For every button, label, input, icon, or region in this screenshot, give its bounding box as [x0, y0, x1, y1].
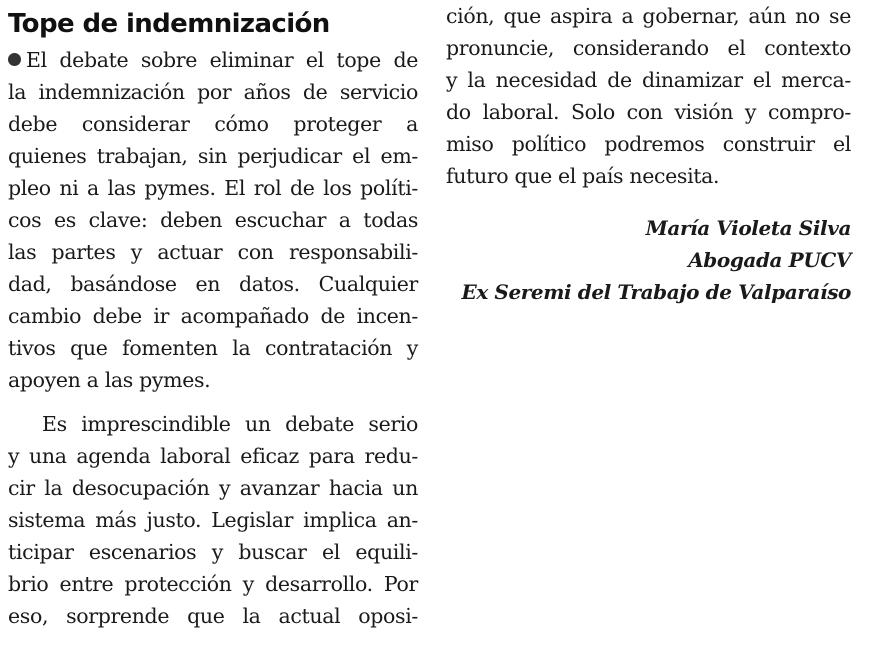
text-line: brio entre protección y desarrollo. Por — [8, 572, 418, 596]
text-line: pleo ni a las pymes. El rol de los políti- — [8, 176, 418, 200]
text-line: cambio debe ir acompañado de incen- — [8, 304, 418, 328]
text-line: la indemnización por años de servicio — [8, 80, 418, 104]
text-line: cos es clave: deben escuchar a todas — [8, 208, 418, 232]
text-line: sistema más justo. Legislar implica an- — [8, 508, 418, 532]
signature-name: María Violeta Silva — [645, 216, 851, 240]
paragraph-2-continued — [446, 0, 851, 192]
text-line: pronuncie, considerando el contexto — [446, 36, 851, 60]
text-line: futuro que el país necesita. — [446, 164, 720, 188]
text-line: dad, basándose en datos. Cualquier — [8, 272, 418, 296]
text-line: y una agenda laboral eficaz para redu- — [8, 444, 418, 468]
headline: Tope de indemnización — [8, 9, 330, 39]
paragraph-2 — [8, 408, 418, 632]
paragraph-gap — [8, 396, 418, 408]
text-line: debe considerar cómo proteger a — [8, 112, 418, 136]
text-line: ticipar escenarios y buscar el equili- — [8, 540, 418, 564]
text-line: Es imprescindible un debate serio — [42, 412, 418, 436]
right-column — [446, 0, 851, 308]
left-column — [8, 0, 418, 632]
paragraph-1 — [8, 44, 418, 396]
signature-position: Ex Seremi del Trabajo de Valparaíso — [461, 280, 851, 304]
signature-block — [446, 212, 851, 308]
text-line: y la necesidad de dinamizar el merca- — [446, 68, 851, 92]
text-line: eso, sorprende que la actual oposi- — [8, 604, 418, 628]
bullet-icon — [8, 53, 21, 66]
text-line: tivos que fomenten la contratación y — [8, 336, 418, 360]
text-line: apoyen a las pymes. — [8, 368, 211, 392]
text-line — [8, 44, 418, 76]
signature-title: Abogada PUCV — [688, 248, 851, 272]
text-line: miso político podremos construir el — [446, 132, 851, 156]
text-line: cir la desocupación y avanzar hacia un — [8, 476, 418, 500]
text-line: quienes trabajan, sin perjudicar el em- — [8, 144, 418, 168]
text-line: do laboral. Solo con visión y compro- — [446, 100, 851, 124]
text-line: ción, que aspira a gobernar, aún no se — [446, 4, 851, 28]
text-line-content: El debate sobre eliminar el tope de — [26, 48, 418, 72]
text-line: las partes y actuar con responsabili- — [8, 240, 418, 264]
